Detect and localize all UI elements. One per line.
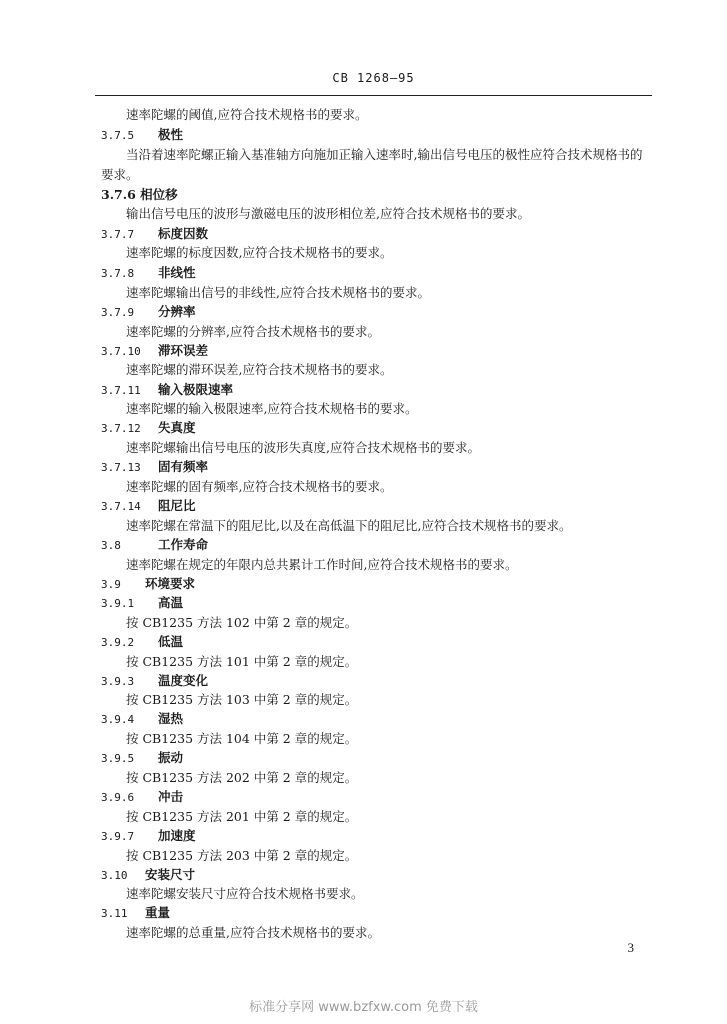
body-text: 速率陀螺安装尺寸应符合技术规格书要求。	[126, 886, 364, 901]
section-number: 3.9.7	[101, 830, 135, 843]
body-text: 输出信号电压的波形与激磁电压的波形相位差,应符合技术规格书的要求。	[126, 206, 530, 221]
section-heading	[101, 789, 183, 806]
section-number: 3.7.13	[101, 461, 141, 474]
section-number: 3.7.8	[101, 267, 135, 280]
body-text: 要求。	[101, 167, 139, 182]
body-text: 速率陀螺的滞环误差,应符合技术规格书的要求。	[126, 362, 393, 377]
section-number: 3.9	[101, 578, 121, 591]
section-heading	[101, 867, 195, 884]
body-text: 速率陀螺的分辨率,应符合技术规格书的要求。	[126, 324, 380, 339]
section-heading	[101, 711, 183, 728]
section-number: 3.9.5	[101, 752, 135, 765]
body-text: 速率陀螺输出信号的非线性,应符合技术规格书的要求。	[126, 285, 430, 300]
body-text: 速率陀螺的阈值,应符合技术规格书的要求。	[126, 107, 368, 122]
section-title: 加速度	[158, 828, 196, 843]
section-heading	[101, 750, 183, 767]
section-heading	[101, 343, 208, 360]
body-text: 当沿着速率陀螺正输入基准轴方向施加正输入速率时,输出信号电压的极性应符合技术规格书的	[126, 147, 643, 162]
section-heading	[101, 576, 195, 593]
section-title: 重量	[145, 905, 171, 920]
section-title: 非线性	[158, 265, 196, 280]
section-title: 湿热	[158, 711, 184, 726]
section-title: 振动	[158, 750, 184, 765]
section-title: 输入极限速率	[158, 382, 234, 397]
section-title: 阻尼比	[158, 498, 196, 513]
body-text: 速率陀螺在常温下的阻尼比,以及在高低温下的阻尼比,应符合技术规格书的要求。	[126, 518, 572, 533]
section-heading	[101, 828, 196, 845]
section-heading	[101, 127, 183, 144]
section-number: 3.11	[101, 907, 128, 920]
section-title: 极性	[158, 127, 184, 142]
section-number: 3.10	[101, 869, 128, 882]
section-title: 工作寿命	[158, 537, 209, 552]
section-title: 分辨率	[158, 304, 196, 319]
section-number: 3.7.12	[101, 422, 141, 435]
page-number: 3	[627, 940, 634, 955]
section-heading	[101, 537, 208, 554]
section-number: 3.7.5	[101, 129, 135, 142]
section-heading	[101, 265, 196, 282]
section-heading	[101, 905, 170, 922]
section-number: 3.7.11	[101, 384, 141, 397]
body-text: 按 CB1235 方法 203 中第 2 章的规定。	[126, 848, 358, 863]
section-heading	[101, 304, 196, 321]
body-text: 速率陀螺的标度因数,应符合技术规格书的要求。	[126, 245, 393, 260]
section-title: 安装尺寸	[145, 867, 196, 882]
section-title: 固有频率	[158, 459, 209, 474]
section-heading	[101, 595, 183, 612]
section-heading	[101, 634, 183, 651]
body-text: 按 CB1235 方法 104 中第 2 章的规定。	[126, 731, 358, 746]
section-number: 3.9.3	[101, 675, 135, 688]
page-header	[95, 71, 652, 96]
body-text: 速率陀螺输出信号电压的波形失真度,应符合技术规格书的要求。	[126, 440, 480, 455]
section-heading	[101, 673, 208, 690]
body-text: 速率陀螺在规定的年限内总共累计工作时间,应符合技术规格书的要求。	[126, 557, 518, 572]
section-title: 低温	[158, 634, 184, 649]
section-number: 3.7.7	[101, 228, 135, 241]
body-text: 按 CB1235 方法 103 中第 2 章的规定。	[126, 692, 358, 707]
section-title: 温度变化	[158, 673, 209, 688]
body-text: 按 CB1235 方法 102 中第 2 章的规定。	[126, 615, 358, 630]
section-title: 标度因数	[158, 226, 209, 241]
section-title: 滞环误差	[158, 343, 209, 358]
standard-code: CB 1268—95	[332, 71, 415, 85]
section-heading: 3.7.6 相位移	[101, 187, 178, 202]
section-heading	[101, 498, 196, 515]
section-number: 3.9.2	[101, 636, 135, 649]
body-text: 按 CB1235 方法 201 中第 2 章的规定。	[126, 809, 358, 824]
body-text: 按 CB1235 方法 202 中第 2 章的规定。	[126, 770, 358, 785]
section-number: 3.9.4	[101, 713, 135, 726]
section-heading	[101, 420, 196, 437]
section-number: 3.7.9	[101, 306, 135, 319]
section-number: 3.7.14	[101, 500, 141, 513]
section-title: 冲击	[158, 789, 184, 804]
section-heading	[101, 382, 233, 399]
section-number: 3.8	[101, 539, 121, 552]
watermark-footer: 标准分享网 www.bzfxw.com 免费下载	[249, 1000, 478, 1015]
section-number: 3.7.10	[101, 345, 141, 358]
section-title: 失真度	[158, 420, 196, 435]
body-text: 速率陀螺的固有频率,应符合技术规格书的要求。	[126, 479, 393, 494]
section-title: 高温	[158, 595, 184, 610]
body-text: 按 CB1235 方法 101 中第 2 章的规定。	[126, 654, 358, 669]
section-heading	[101, 459, 208, 476]
section-title: 环境要求	[145, 576, 196, 591]
body-text: 速率陀螺的总重量,应符合技术规格书的要求。	[126, 925, 380, 940]
body-text: 速率陀螺的输入极限速率,应符合技术规格书的要求。	[126, 401, 418, 416]
section-heading	[101, 226, 208, 243]
section-number: 3.9.6	[101, 791, 135, 804]
section-number: 3.9.1	[101, 597, 135, 610]
